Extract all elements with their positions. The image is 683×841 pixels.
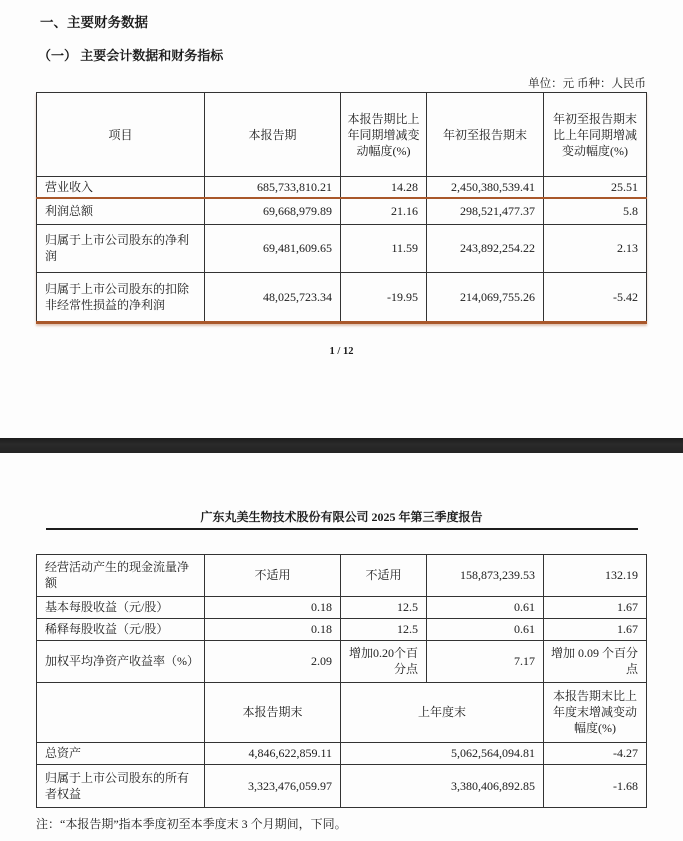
cell-current-change: 不适用 <box>341 554 427 596</box>
cell-period-end-change: -4.27 <box>544 742 647 764</box>
cell-current-change: 14.28 <box>341 177 427 199</box>
cell-ytd-value: 0.61 <box>427 618 544 640</box>
cell-current-change: 11.59 <box>341 224 427 272</box>
cell-current-change: 12.5 <box>341 596 427 618</box>
cell-current-change: 增加0.20个百分点 <box>341 640 427 682</box>
cell-ytd-change: 增加 0.09 个百分点 <box>544 640 647 682</box>
cell-period-end-value: 4,846,622,859.11 <box>205 742 341 764</box>
col-header-period-end: 本报告期末 <box>205 682 341 742</box>
cell-current-change: -19.95 <box>341 272 427 322</box>
table-row-shareholders-equity <box>37 764 647 807</box>
report-fragment-bottom <box>0 510 683 832</box>
report-fragment-top <box>0 0 683 359</box>
cell-ytd-change: 1.67 <box>544 596 647 618</box>
col-header-ytd: 年初至报告期末 <box>427 93 544 177</box>
table-row-operating-cash-flow <box>37 554 647 596</box>
cell-ytd-value: 158,873,239.53 <box>427 554 544 596</box>
cell-ytd-change: 2.13 <box>544 224 647 272</box>
cell-item-label: 归属于上市公司股东的所有者权益 <box>37 764 205 807</box>
cell-current-value: 不适用 <box>205 554 341 596</box>
cell-ytd-value: 2,450,380,539.41 <box>427 177 544 199</box>
cell-item-label: 利润总额 <box>37 198 205 224</box>
col-header-item: 项目 <box>37 93 205 177</box>
cell-ytd-value: 214,069,755.26 <box>427 272 544 322</box>
col-header-prior-year-end: 上年度末 <box>341 682 544 742</box>
cell-prior-year-end-value: 5,062,564,094.81 <box>341 742 544 764</box>
key-financials-table <box>36 92 647 324</box>
table-row-total-assets <box>37 742 647 764</box>
empty-header-cell <box>37 682 205 742</box>
cell-item-label: 加权平均净资产收益率（%） <box>37 640 205 682</box>
document-title: 广东丸美生物技术股份有限公司 2025 年第三季度报告 <box>46 510 638 530</box>
cell-prior-year-end-value: 3,380,406,892.85 <box>341 764 544 807</box>
cell-item-label: 营业收入 <box>37 177 205 199</box>
col-header-ytd-change: 年初至报告期末比上年同期增减变动幅度(%) <box>544 93 647 177</box>
cell-ytd-change: 1.67 <box>544 618 647 640</box>
cell-ytd-value: 0.61 <box>427 596 544 618</box>
cell-ytd-change: 5.8 <box>544 198 647 224</box>
page-indicator: 1 / 12 <box>329 345 354 357</box>
cell-ytd-change: 132.19 <box>544 554 647 596</box>
table-row-diluted-eps <box>37 618 647 640</box>
table-row-net-profit <box>37 224 647 272</box>
cell-item-label: 归属于上市公司股东的净利润 <box>37 224 205 272</box>
cell-current-change: 12.5 <box>341 618 427 640</box>
cell-current-value: 0.18 <box>205 618 341 640</box>
cell-ytd-value: 243,892,254.22 <box>427 224 544 272</box>
table-row-total-profit <box>37 198 647 224</box>
table-row-basic-eps <box>37 596 647 618</box>
cell-current-value: 685,733,810.21 <box>205 177 341 199</box>
table-header-row <box>37 93 647 177</box>
cell-ytd-value: 298,521,477.37 <box>427 198 544 224</box>
key-financials-table-continued <box>36 554 647 808</box>
table-row-weighted-avg-roe <box>37 640 647 682</box>
table-row-net-profit-excl-nonrecurring <box>37 272 647 322</box>
cell-period-end-change: -1.68 <box>544 764 647 807</box>
col-header-current-period: 本报告期 <box>205 93 341 177</box>
col-header-period-end-change: 本报告期末比上年度末增减变动幅度(%) <box>544 682 647 742</box>
col-header-current-change: 本报告期比上年同期增减变动幅度(%) <box>341 93 427 177</box>
cell-item-label: 基本每股收益（元/股） <box>37 596 205 618</box>
cell-current-value: 69,668,979.89 <box>205 198 341 224</box>
section-heading-secondary: （一） 主要会计数据和财务指标 <box>38 48 224 63</box>
currency-unit-note: 单位：元 币种：人民币 <box>528 78 646 90</box>
cell-item-label: 归属于上市公司股东的扣除非经常性损益的净利润 <box>37 272 205 322</box>
cell-current-value: 0.18 <box>205 596 341 618</box>
cell-ytd-change: 25.51 <box>544 177 647 199</box>
cell-current-value: 2.09 <box>205 640 341 682</box>
cell-item-label: 稀释每股收益（元/股） <box>37 618 205 640</box>
cell-item-label: 总资产 <box>37 742 205 764</box>
cell-current-value: 48,025,723.34 <box>205 272 341 322</box>
cell-current-value: 69,481,609.65 <box>205 224 341 272</box>
report-period-footnote: 注：“本报告期”指本季度初至本季度末 3 个月期间，下同。 <box>36 816 347 831</box>
cell-ytd-value: 7.17 <box>427 640 544 682</box>
period-end-header-row <box>37 682 647 742</box>
cell-ytd-change: -5.42 <box>544 272 647 322</box>
cell-item-label: 经营活动产生的现金流量净额 <box>37 554 205 596</box>
screenshot-divider-bar <box>0 438 683 453</box>
table-row-revenue <box>37 177 647 199</box>
cell-period-end-value: 3,323,476,059.97 <box>205 764 341 807</box>
cell-current-change: 21.16 <box>341 198 427 224</box>
section-heading-primary: 一、主要财务数据 <box>40 15 148 30</box>
